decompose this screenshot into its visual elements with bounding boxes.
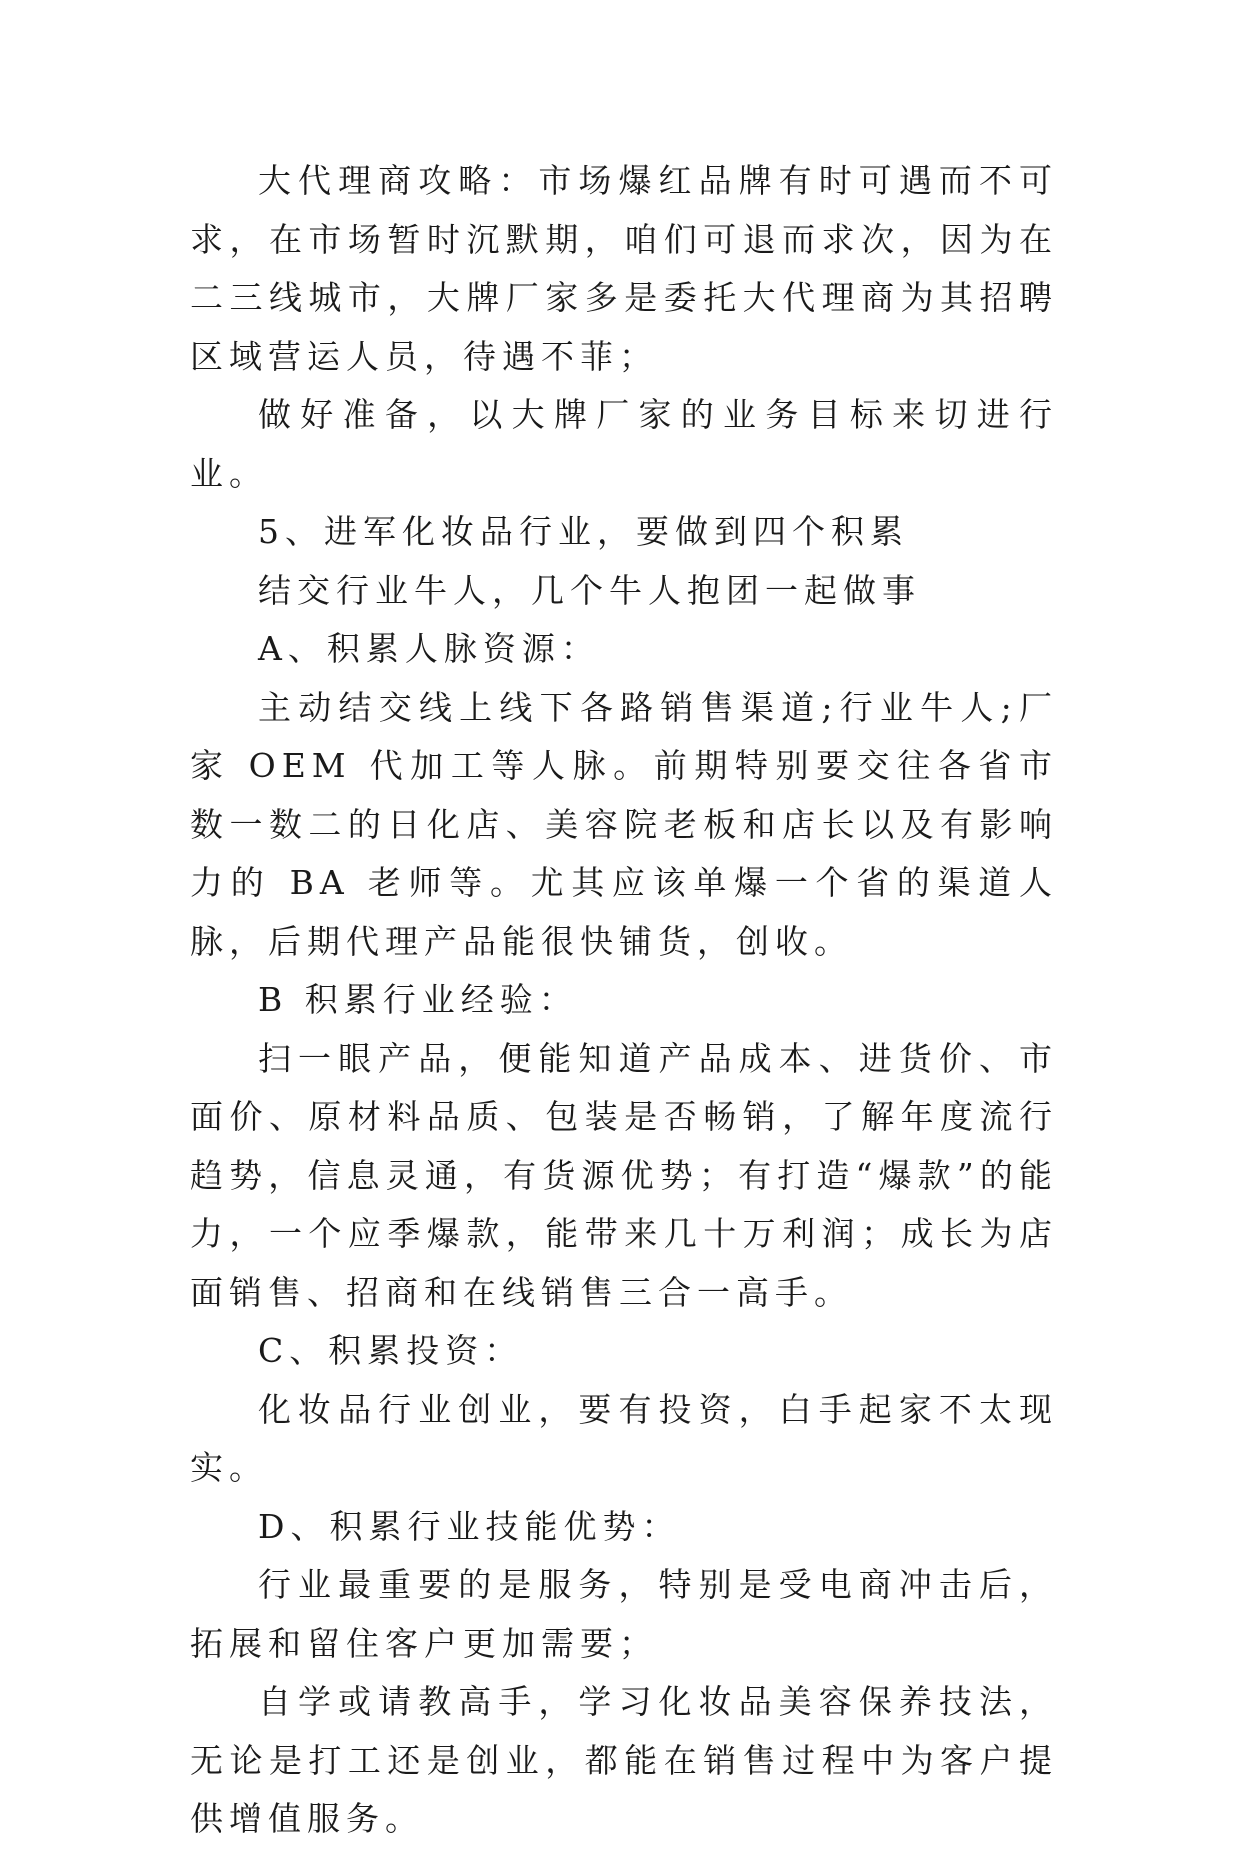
paragraph-network-resources: 主动结交线上线下各路销售渠道;行业牛人;厂家 OEM 代加工等人脉。前期特别要交往各省市数一数二的日化店、美容院老板和店长以及有影响力的 BA 老师等。尤其应该单爆一个省的渠道人脉，后期代理产品能很快铺货，创收。 [190,687,1058,961]
heading-four-accumulations: 5、进军化妆品行业，要做到四个积累 [258,512,909,551]
heading-network-resources: A、积累人脉资源： [258,629,600,668]
paragraph-befriend-experts: 结交行业牛人，几个牛人抱团一起做事 [258,570,921,610]
paragraph-industry-experience: 扫一眼产品，便能知道产品成本、进货价、市面价、原材料品质、包装是否畅销，了解年度流行趋势，信息灵通，有货源优势；有打造“爆款”的能力，一个应季爆款，能带来几十万利润；成长为店面销售、招商和在线销售三合一高手。 [190,1038,1058,1312]
paragraph-self-study: 自学或请教高手，学习化妆品美容保养技法，无论是打工还是创业，都能在销售过程中为客户提供增值服务。 [190,1682,1058,1838]
paragraph-dealer-strategy: 大代理商攻略：市场爆红品牌有时可遇而不可求，在市场暂时沉默期，咱们可退而求次，因为在二三线城市，大牌厂家多是委托大代理商为其招聘区域营运人员，待遇不菲； [190,161,1058,376]
heading-investment: C、积累投资： [258,1331,524,1370]
paragraph-prepare: 做好准备，以大牌厂家的业务目标来切进行业。 [190,395,1058,493]
paragraph-investment: 化妆品行业创业，要有投资，白手起家不太现实。 [190,1389,1058,1487]
heading-skill-advantage: D、积累行业技能优势： [258,1506,681,1546]
paragraph-service: 行业最重要的是服务，特别是受电商冲击后，拓展和留住客户更加需要； [190,1565,1058,1663]
document-body [190,152,1058,1849]
heading-industry-experience: B 积累行业经验： [258,980,578,1019]
